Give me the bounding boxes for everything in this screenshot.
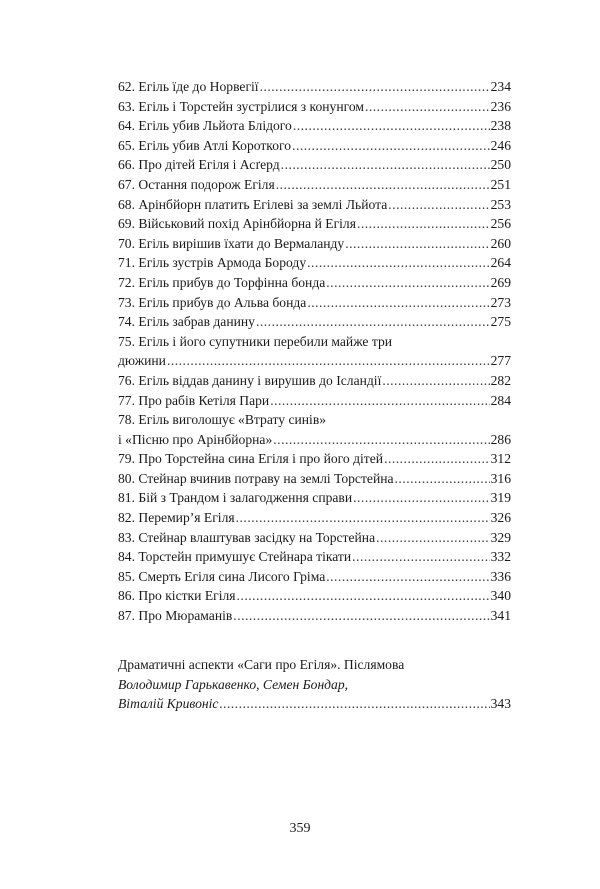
toc-entry-line	[118, 234, 511, 254]
toc-entry-title: 62. Егіль їде до Норвегії	[118, 79, 259, 94]
toc-entry-line	[118, 253, 511, 273]
toc-entry	[118, 77, 511, 97]
toc-entry	[118, 116, 511, 136]
toc-entry-line	[118, 273, 511, 293]
leader-dots	[256, 312, 490, 332]
toc-entry-title: 87. Про Мюраманів	[118, 608, 233, 624]
toc-entry-line	[118, 586, 511, 606]
toc-entry-page: 312	[490, 451, 511, 467]
toc-entry	[118, 175, 511, 195]
toc-entry-title: 64. Егіль убив Льйота Блідого	[118, 118, 292, 134]
toc-entry-page: 286	[490, 431, 511, 447]
toc-entry	[118, 273, 511, 293]
toc-entry-title: 69. Військовий похід Арінбйорна й Егіля	[118, 216, 356, 232]
toc-entry-title: і «Пісню про Арінбйорна»	[118, 431, 273, 447]
toc-entry-page: 246	[490, 137, 511, 153]
toc-entry-line	[118, 430, 511, 450]
leader-dots	[326, 273, 489, 293]
leader-dots	[345, 234, 489, 254]
toc-entry-line	[118, 116, 511, 136]
leader-dots	[237, 586, 490, 606]
toc-entry-page: 340	[490, 588, 511, 604]
toc-entry	[118, 214, 511, 234]
toc-entry-page: 236	[490, 98, 511, 114]
page-number: 359	[289, 821, 311, 836]
toc-entry-title: 73. Егіль прибув до Альва бонда	[118, 294, 307, 310]
toc-entry	[118, 488, 511, 508]
leader-dots	[307, 253, 489, 273]
toc-entry-line	[118, 547, 511, 567]
toc-entry-line	[118, 469, 511, 489]
toc-entry-page: 316	[490, 470, 511, 486]
toc-entry-page: 251	[490, 176, 511, 192]
toc-entry-page: 277	[490, 353, 511, 369]
toc-entry-page: 332	[490, 549, 511, 565]
toc-entry-title: 72. Егіль прибув до Торфінна бонда	[118, 274, 326, 290]
leader-dots	[357, 214, 490, 234]
toc-entry-title: 86. Про кістки Егіля	[118, 588, 236, 604]
toc-entry-title-line1: 78. Егіль виголошує «Втрату синів»	[118, 412, 327, 428]
toc-entry-title: 81. Бій з Трандом і залагодження справи	[118, 490, 353, 506]
toc-entry-page: 275	[490, 314, 511, 330]
leader-dots	[167, 351, 490, 371]
toc-entry-title: 79. Про Торстейна сина Егіля і про його дітей	[118, 451, 384, 467]
toc-entry-line	[118, 606, 511, 626]
leader-dots	[307, 293, 489, 313]
toc-entry-page: 319	[490, 490, 511, 506]
toc-entry-page: 329	[490, 529, 511, 545]
leader-dots	[365, 97, 490, 117]
afterword-authors-name: Віталій Кривоніс	[118, 696, 219, 712]
toc-entry-title: 85. Смерть Егіля сина Лисого Гріма	[118, 568, 326, 584]
toc-entry-title: 84. Торстейн примушує Стейнара тікати	[118, 549, 352, 565]
toc-entry-title: 80. Стейнар вчинив потраву на землі Торстейна	[118, 470, 394, 486]
toc-entry	[118, 586, 511, 606]
toc-entry	[118, 528, 511, 548]
toc-entry	[118, 547, 511, 567]
afterword-authors-line1: Володимир Гарькавенко, Семен Бондар,	[118, 676, 349, 692]
toc-entry-title-line1: 75. Егіль і його супутники перебили майже три	[118, 333, 393, 349]
toc-entry-line	[118, 391, 511, 411]
toc-entry-page: 326	[490, 510, 511, 526]
toc-entry	[118, 195, 511, 215]
afterword-authors-line2	[118, 694, 511, 714]
toc-entry-title: 77. Про рабів Кетіля Пари	[118, 392, 270, 408]
toc-entry-line	[118, 449, 511, 469]
toc-entry	[118, 469, 511, 489]
toc-entry	[118, 253, 511, 273]
toc-entry-page: 234	[490, 79, 511, 94]
leader-dots	[395, 469, 490, 489]
toc-entry-title: 67. Остання подорож Егіля	[118, 176, 275, 192]
toc-entry-page: 273	[490, 294, 511, 310]
toc-entry-title: 74. Егіль забрав данину	[118, 314, 255, 330]
toc-entry	[118, 410, 511, 449]
toc-entry-title: 70. Егіль вирішив їхати до Вермаланду	[118, 235, 345, 251]
leader-dots	[353, 488, 489, 508]
toc-entry-page: 250	[490, 157, 511, 173]
toc-entry	[118, 371, 511, 391]
afterword-page: 343	[490, 696, 511, 712]
leader-dots	[292, 136, 490, 156]
toc-entry-title: 63. Егіль і Торстейн зустрілися з конунгом	[118, 98, 364, 114]
toc-entry-title: 68. Арінбйорн платить Егілеві за землі Льйота	[118, 196, 388, 212]
leader-dots	[293, 116, 490, 136]
toc-entry-line	[118, 567, 511, 587]
toc-entry	[118, 234, 511, 254]
leader-dots	[233, 606, 489, 626]
toc-entry-title: 71. Егіль зустрів Армода Бороду	[118, 255, 307, 271]
toc-entry-page: 336	[490, 568, 511, 584]
toc-entry-line	[118, 97, 511, 117]
toc-entry-page: 282	[490, 372, 511, 388]
toc-entry-page: 260	[490, 235, 511, 251]
toc-entry-line	[118, 214, 511, 234]
leader-dots	[326, 567, 489, 587]
toc-entry-page: 238	[490, 118, 511, 134]
leader-dots	[388, 195, 489, 215]
toc-entry-page: 253	[490, 196, 511, 212]
toc-entry-line	[118, 351, 511, 371]
leader-dots	[260, 77, 490, 97]
toc-entry-line	[118, 488, 511, 508]
leader-dots	[219, 694, 489, 714]
table-of-contents	[118, 77, 511, 626]
toc-entry	[118, 508, 511, 528]
toc-entry-line	[118, 293, 511, 313]
toc-entry-title: 82. Перемир’я Егіля	[118, 510, 235, 526]
leader-dots	[273, 430, 489, 450]
toc-entry-title: дюжини	[118, 353, 166, 369]
toc-entry-line	[118, 136, 511, 156]
toc-entry	[118, 567, 511, 587]
leader-dots	[236, 508, 490, 528]
toc-entry	[118, 449, 511, 469]
toc-entry-line	[118, 312, 511, 332]
toc-entry	[118, 312, 511, 332]
leader-dots	[382, 371, 489, 391]
afterword-title: Драматичні аспекти «Саги про Егіля». Післямова	[118, 657, 405, 672]
toc-entry-page: 269	[490, 274, 511, 290]
toc-entry	[118, 293, 511, 313]
leader-dots	[276, 175, 490, 195]
toc-entry-page: 284	[490, 392, 511, 408]
toc-entry-line	[118, 508, 511, 528]
toc-entry-title: 65. Егіль убив Атлі Короткого	[118, 137, 292, 153]
leader-dots	[281, 155, 490, 175]
toc-entry	[118, 391, 511, 411]
toc-entry	[118, 155, 511, 175]
toc-entry-line	[118, 175, 511, 195]
leader-dots	[270, 391, 489, 411]
leader-dots	[384, 449, 490, 469]
toc-entry-title: 83. Стейнар влаштував засідку на Торстейна	[118, 529, 376, 545]
toc-entry	[118, 97, 511, 117]
toc-entry-line	[118, 371, 511, 391]
toc-entry	[118, 136, 511, 156]
toc-entry-page: 256	[490, 216, 511, 232]
toc-entry-line	[118, 77, 511, 97]
toc-entry-page: 341	[490, 608, 511, 624]
afterword-entry	[118, 655, 511, 714]
toc-entry	[118, 332, 511, 371]
toc-entry	[118, 606, 511, 626]
toc-entry-line	[118, 528, 511, 548]
toc-entry-title: 66. Про дітей Егіля і Асґерд	[118, 157, 280, 173]
toc-entry-line	[118, 155, 511, 175]
leader-dots	[352, 547, 489, 567]
leader-dots	[376, 528, 489, 548]
toc-entry-page: 264	[490, 255, 511, 271]
toc-entry-title: 76. Егіль віддав данину і вирушив до Ісландії	[118, 372, 382, 388]
toc-entry-line	[118, 195, 511, 215]
